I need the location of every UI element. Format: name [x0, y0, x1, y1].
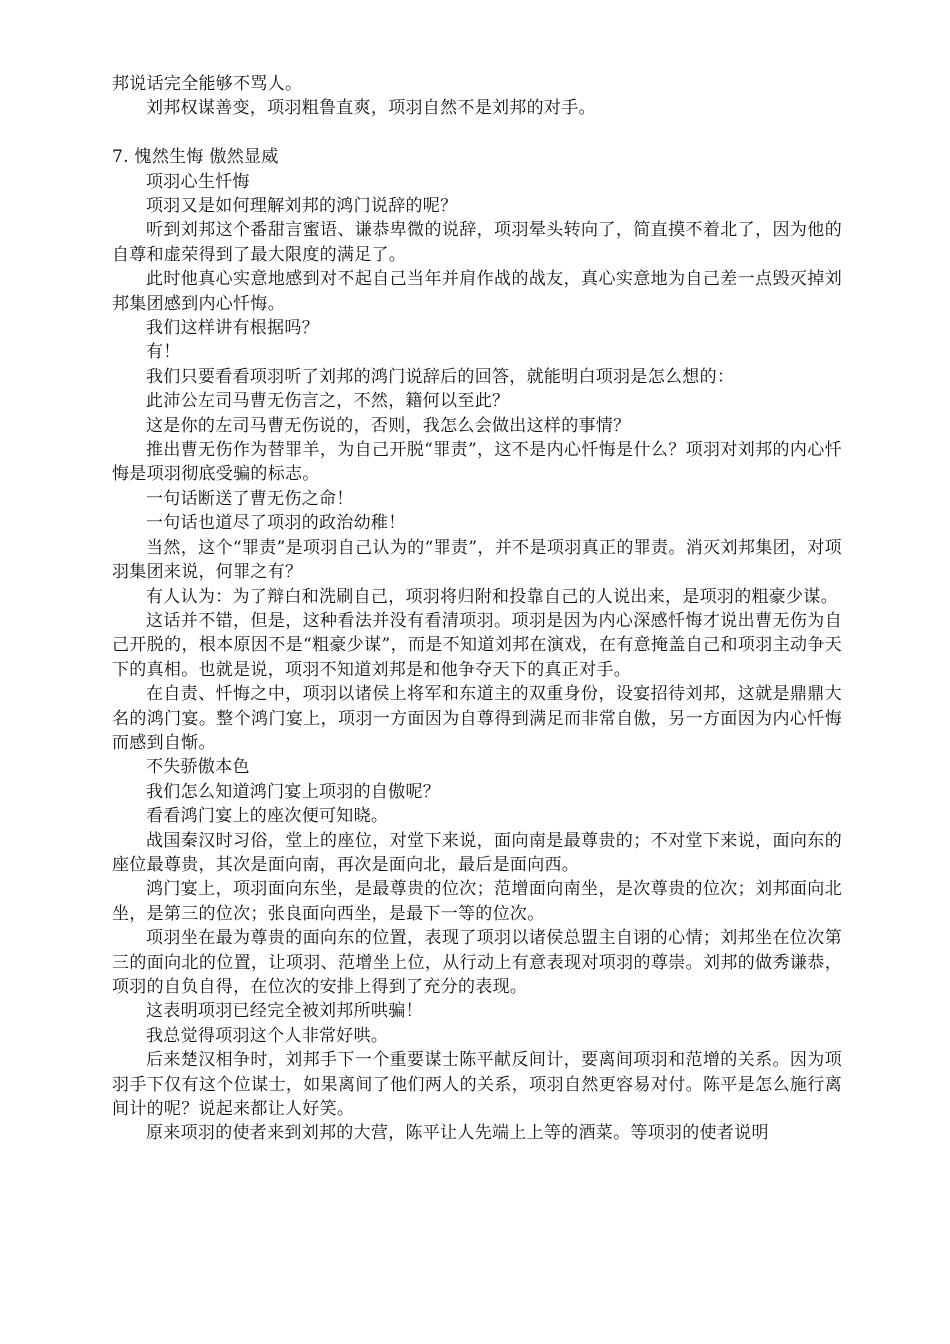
- paragraph: 此沛公左司马曹无伤言之，不然，籍何以至此？: [146, 391, 510, 412]
- paragraph: 后来楚汉相争时，刘邦手下一个重要谋士陈平献反间计，要离间项羽和范增的关系。因为项羽手下仅有这个位谋士，如果离间了他们两人的关系，项羽自然更容易对付。陈平是怎么施行离间计的呢？说起来都让人好笑。: [112, 1050, 842, 1120]
- section-heading: 7. 愧然生悔 傲然显威: [112, 147, 279, 168]
- paragraph: 有！: [146, 342, 181, 363]
- paragraph: 我总觉得项羽这个人非常好哄。: [146, 1025, 389, 1046]
- paragraph: 这是你的左司马曹无伤说的，否则，我怎么会做出这样的事情？: [146, 415, 631, 436]
- paragraph: 听到刘邦这个番甜言蜜语、谦恭卑微的说辞，项羽晕头转向了，简直摸不着北了，因为他的自尊和虚荣得到了最大限度的满足了。: [112, 220, 842, 265]
- paragraph: 这表明项羽已经完全被刘邦所哄骗！: [146, 1001, 423, 1022]
- paragraph: 原来项羽的使者来到刘邦的大营，陈平让人先端上上等的酒菜。等项羽的使者说明: [146, 1123, 769, 1144]
- paragraph: 一句话断送了曹无伤之命！: [146, 488, 354, 509]
- paragraph: 在自责、忏悔之中，项羽以诸侯上将军和东道主的双重身份，设宴招待刘邦，这就是鼎鼎大名的鸿门宴。整个鸿门宴上，项羽一方面因为自尊得到满足而非常自傲，另一方面因为内心忏悔而感到自惭。: [112, 684, 842, 753]
- paragraph: 一句话也道尽了项羽的政治幼稚！: [146, 513, 406, 534]
- paragraph: 看看鸿门宴上的座次便可知晓。: [146, 806, 389, 827]
- paragraph: 项羽坐在最为尊贵的面向东的位置，表现了项羽以诸侯总盟主自诩的心情；刘邦坐在位次第三的面向北的位置，让项羽、范增坐上位，从行动上有意表现对项羽的尊崇。刘邦的做秀谦恭，项羽的自负自得，在位次的安排上得到了充分的表现。: [112, 928, 842, 998]
- paragraph: 鸿门宴上，项羽面向东坐，是最尊贵的位次；范增面向南坐，是次尊贵的位次；刘邦面向北坐，是第三的位次；张良面向西坐，是最下一等的位次。: [112, 879, 842, 924]
- paragraph: 我们怎么知道鸿门宴上项羽的自傲呢？: [146, 781, 441, 802]
- paragraph: 项羽又是如何理解刘邦的鸿门说辞的呢？: [146, 196, 458, 217]
- paragraph: 有人认为：为了辩白和洗刷自己，项羽将归附和投靠自己的人说出来，是项羽的粗豪少谋。: [146, 586, 838, 607]
- paragraph: 这话并不错，但是，这种看法并没有看清项羽。项羽是因为内心深感忏悔才说出曹无伤为自己开脱的，根本原因不是“粗豪少谋”，而是不知道刘邦在演戏，在有意掩盖自己和项羽主动争天下的真相。也就是说，项羽不知道刘邦是和他争夺天下的真正对手。: [112, 610, 842, 680]
- paragraph: 此时他真心实意地感到对不起自己当年并肩作战的战友，真心实意地为自己差一点毁灭掉刘邦集团感到内心忏悔。: [112, 269, 842, 314]
- paragraph: 项羽心生忏悔: [146, 171, 250, 192]
- paragraph: 推出曹无伤作为替罪羊，为自己开脱“罪责”，这不是内心忏悔是什么？项羽对刘邦的内心忏悔是项羽彻底受骗的标志。: [112, 440, 842, 485]
- paragraph: 我们只要看看项羽听了刘邦的鸿门说辞后的回答，就能明白项羽是怎么想的：: [146, 366, 735, 387]
- paragraph: 不失骄傲本色: [146, 757, 250, 778]
- paragraph: 我们这样讲有根据吗？: [146, 318, 319, 339]
- paragraph: 战国秦汉时习俗，堂上的座位，对堂下来说，面向南是最尊贵的；不对堂下来说，面向东的座位最尊贵，其次是面向南，再次是面向北，最后是面向西。: [112, 830, 842, 875]
- paragraph: 刘邦权谋善变，项羽粗鲁直爽，项羽自然不是刘邦的对手。: [146, 98, 596, 119]
- document-page: [112, 72, 842, 1146]
- paragraph: 邦说话完全能够不骂人。: [112, 74, 303, 94]
- blank-line: [112, 121, 842, 145]
- paragraph: 当然，这个“罪责”是项羽自己认为的“罪责”，并不是项羽真正的罪责。消灭刘邦集团，对项羽集团来说，何罪之有？: [112, 537, 842, 583]
